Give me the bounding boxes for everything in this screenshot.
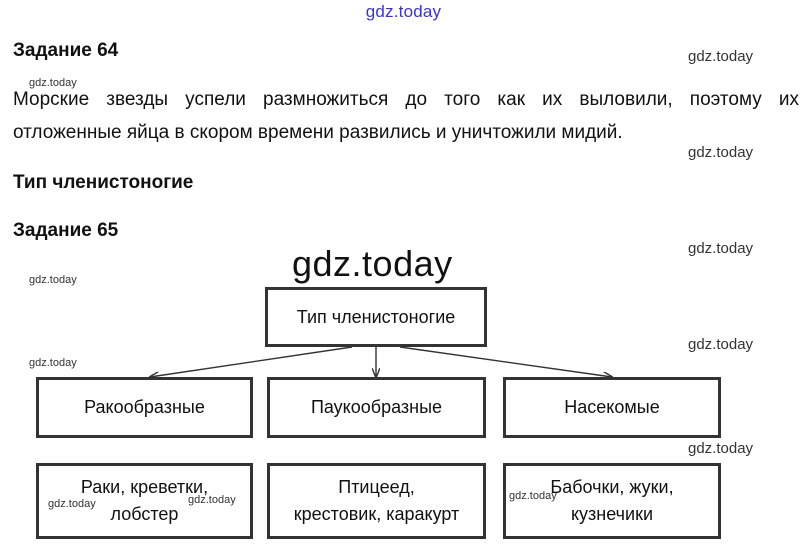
diagram-examples-label: Бабочки, жуки, кузнечики (550, 477, 674, 524)
watermark: gdz.today (29, 77, 77, 89)
section-heading: Тип членистоногие (13, 172, 194, 193)
task-64-text-line-1: Морские звезды успели размножиться до того как их выловили, поэтому их (13, 89, 799, 110)
watermark: gdz.today (48, 498, 96, 510)
watermark: gdz.today (688, 48, 754, 65)
arrow-to-insects (400, 347, 612, 377)
diagram-root-label: Тип членистоногие (296, 306, 456, 327)
watermark-top: gdz.today (365, 2, 442, 21)
watermark-large: gdz.today (292, 243, 453, 284)
watermark: gdz.today (188, 494, 236, 506)
watermark: gdz.today (688, 440, 754, 457)
diagram-root-box (265, 287, 487, 347)
diagram-class-label: Насекомые (564, 397, 660, 417)
watermark: gdz.today (29, 274, 77, 286)
watermark: gdz.today (688, 336, 754, 353)
diagram-examples-box-arachnids (267, 463, 486, 539)
watermark: gdz.today (688, 240, 754, 257)
diagram-class-label: Ракообразные (84, 397, 205, 417)
task-65-heading: Задание 65 (13, 220, 119, 241)
task-64-heading: Задание 64 (13, 40, 119, 61)
watermark: gdz.today (509, 490, 557, 502)
diagram-examples-label: Птицеед, крестовик, каракурт (293, 477, 460, 524)
diagram-class-box-insects (503, 377, 721, 438)
watermark: gdz.today (29, 357, 77, 369)
diagram-class-label: Паукообразные (310, 397, 443, 417)
watermark: gdz.today (688, 144, 754, 161)
arrow-to-crustaceans (150, 347, 352, 377)
diagram-class-box-arachnids (267, 377, 486, 438)
diagram-examples-label: Раки, креветки, лобстер (80, 477, 209, 524)
diagram-class-box-crustaceans (36, 377, 253, 438)
task-64-text-line-2: отложенные яйца в скором времени развились и уничтожили мидий. (13, 122, 623, 143)
